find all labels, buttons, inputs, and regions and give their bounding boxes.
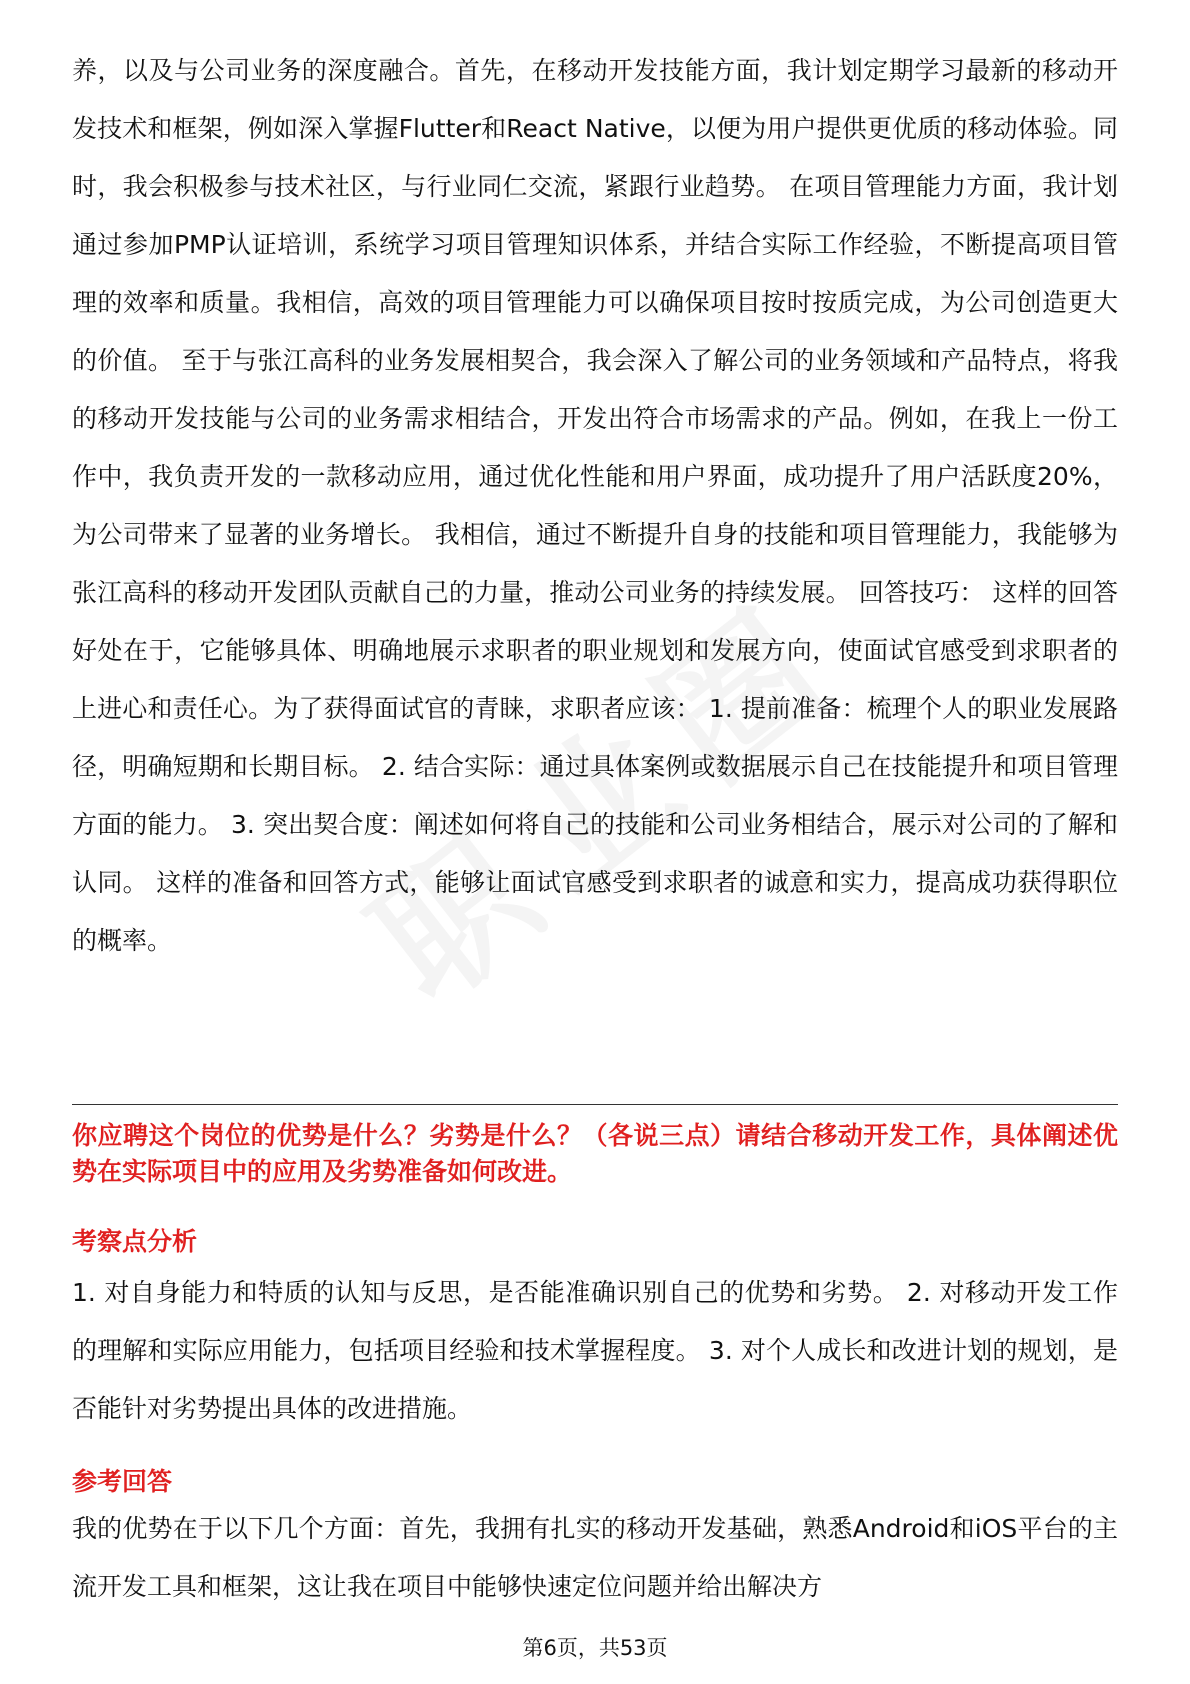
analysis-text: 1. 对自身能力和特质的认知与反思，是否能准确识别自己的优势和劣势。 2. 对移动开发工作的理解和实际应用能力，包括项目经验和技术掌握程度。 3. 对个人成长和改进计划的规划，是否能针对劣势提出具体的改进措施。: [72, 1278, 1118, 1423]
question-title: 你应聘这个岗位的优势是什么？劣势是什么？（各说三点）请结合移动开发工作，具体阐述优势在实际项目中的应用及劣势准备如何改进。: [72, 1121, 1118, 1186]
analysis-heading: 考察点分析: [72, 1227, 198, 1256]
paragraph-continued: 养，以及与公司业务的深度融合。首先，在移动开发技能方面，我计划定期学习最新的移动开发技术和框架，例如深入掌握Flutter和React Native，以便为用户提供更优质的移动体验。同时，我会积极参与技术社区，与行业同仁交流，紧跟行业趋势。 在项目管理能力方面，我计划通过参加PMP认证培训，系统学习项目管理知识体系，并结合实际工作经验，不断提高项目管理的效率和质量。我相信，高效的项目管理能力可以确保项目按时按质完成，为公司创造更大的价值。 至于与张江高科的业务发展相契合，我会深入了解公司的业务领域和产品特点，将我的移动开发技能与公司的业务需求相结合，开发出符合市场需求的产品。例如，在我上一份工作中，我负责开发的一款移动应用，通过优化性能和用户界面，成功提升了用户活跃度20%，为公司带来了显著的业务增长。 我相信，通过不断提升自身的技能和项目管理能力，我能够为张江高科的移动开发团队贡献自己的力量，推动公司业务的持续发展。 回答技巧： 这样的回答好处在于，它能够具体、明确地展示求职者的职业规划和发展方向，使面试官感受到求职者的上进心和责任心。为了获得面试官的青睐，求职者应该： 1. 提前准备：梳理个人的职业发展路径，明确短期和长期目标。 2. 结合实际：通过具体案例或数据展示自己在技能提升和项目管理方面的能力。 3. 突出契合度：阐述如何将自己的技能和公司业务相结合，展示对公司的了解和认同。 这样的准备和回答方式，能够让面试官感受到求职者的诚意和实力，提高成功获得职位的概率。: [72, 56, 1118, 955]
section-divider: [72, 1104, 1118, 1105]
page-number-footer: 第6页，共53页: [522, 1636, 668, 1660]
answer-text: 我的优势在于以下几个方面：首先，我拥有扎实的移动开发基础，熟悉Android和iOS平台的主流开发工具和框架，这让我在项目中能够快速定位问题并给出解决方: [72, 1514, 1118, 1601]
answer-heading: 参考回答: [72, 1467, 173, 1496]
